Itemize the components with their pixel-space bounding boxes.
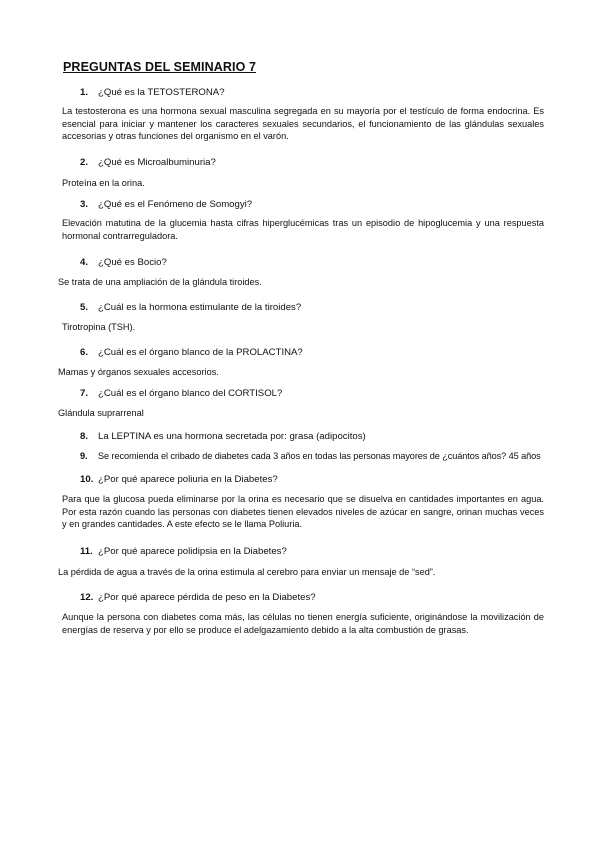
question-8 [80, 431, 366, 443]
answer-5: Tirotropina (TSH). [62, 322, 136, 332]
answer-3: Elevación matutina de la glucemia hasta cifras hiperglucémicas tras un episodio de hipoglucemia y una respuesta hormonal contrarreguladora. [62, 218, 544, 241]
answer-2: Proteína en la orina. [62, 178, 145, 188]
question-text: ¿Cuál es el órgano blanco del CORTISOL? [98, 388, 283, 399]
answer-4: Se trata de una ampliación de la glándula tiroides. [58, 277, 262, 287]
question-number: 3. [80, 199, 89, 210]
question-3 [80, 199, 252, 211]
question-text: Se recomienda el cribado de diabetes cada 3 años en todas las personas mayores de ¿cuántos años? 45 años [98, 451, 541, 461]
question-number: 11. [80, 546, 93, 557]
answer-12: Aunque la persona con diabetes coma más, las células no tienen energía suficiente, originándose la movilización de energías de reserva y por ello se produce el adelgazamiento debido a la alta combustión de grasas. [62, 612, 544, 635]
question-2 [80, 157, 216, 169]
question-text: ¿Por qué aparece pérdida de peso en la Diabetes? [98, 592, 316, 603]
question-11 [80, 546, 287, 558]
question-6 [80, 347, 303, 359]
question-number: 6. [80, 347, 89, 358]
question-7 [80, 388, 282, 400]
answer-7: Glándula suprarrenal [58, 408, 144, 418]
question-number: 7. [80, 388, 89, 399]
question-text: ¿Qué es Bocio? [98, 257, 167, 268]
question-text: ¿Qué es la TETOSTERONA? [98, 87, 225, 98]
question-text: ¿Cuál es el órgano blanco de la PROLACTINA? [98, 347, 303, 358]
question-number: 2. [80, 157, 89, 168]
answer-10: Para que la glucosa pueda eliminarse por la orina es necesario que se disuelva en cantidades importantes en agua. Por esta razón cuando las personas con diabetes tienen elevados niveles de azúcar en sangre, orinan muchas veces y en grandes cantidades. A este efecto se le llama Poliuria. [62, 494, 544, 530]
question-number: 4. [80, 257, 89, 268]
answer-1: La testosterona es una hormona sexual masculina segregada en su mayoría por el testículo de forma endocrina. Es esencial para iniciar y mantener los caracteres sexuales secundarios, el funcionamiento de las glándulas sexuales accesorias y otras funciones del organismo en el varón. [62, 106, 544, 142]
question-4 [80, 257, 167, 269]
question-text: La LEPTINA es una hormona secretada por: grasa (adipocitos) [98, 431, 366, 442]
question-5 [80, 302, 301, 314]
question-number: 1. [80, 87, 89, 98]
question-number: 8. [80, 431, 89, 442]
question-number: 9. [80, 451, 88, 461]
answer-6: Mamas y órganos sexuales accesorios. [58, 367, 219, 377]
question-number: 10. [80, 474, 94, 485]
question-text: ¿Qué es Microalbuminuria? [98, 157, 216, 168]
question-text: ¿Cuál es la hormona estimulante de la tiroides? [98, 302, 302, 313]
question-number: 5. [80, 302, 89, 313]
question-10 [80, 474, 278, 486]
question-1 [80, 87, 225, 99]
question-number: 12. [80, 592, 94, 603]
question-9 [80, 450, 541, 462]
question-text: ¿Por qué aparece poliuria en la Diabetes? [98, 474, 278, 485]
question-text: ¿Por qué aparece polidipsia en la Diabetes? [98, 546, 287, 557]
document-title: PREGUNTAS DEL SEMINARIO 7 [63, 60, 257, 74]
answer-11: La pérdida de agua a través de la orina estimula al cerebro para enviar un mensaje de “sed”. [58, 567, 436, 577]
question-12 [80, 592, 316, 604]
question-text: ¿Qué es el Fenómeno de Somogyi? [98, 199, 253, 210]
